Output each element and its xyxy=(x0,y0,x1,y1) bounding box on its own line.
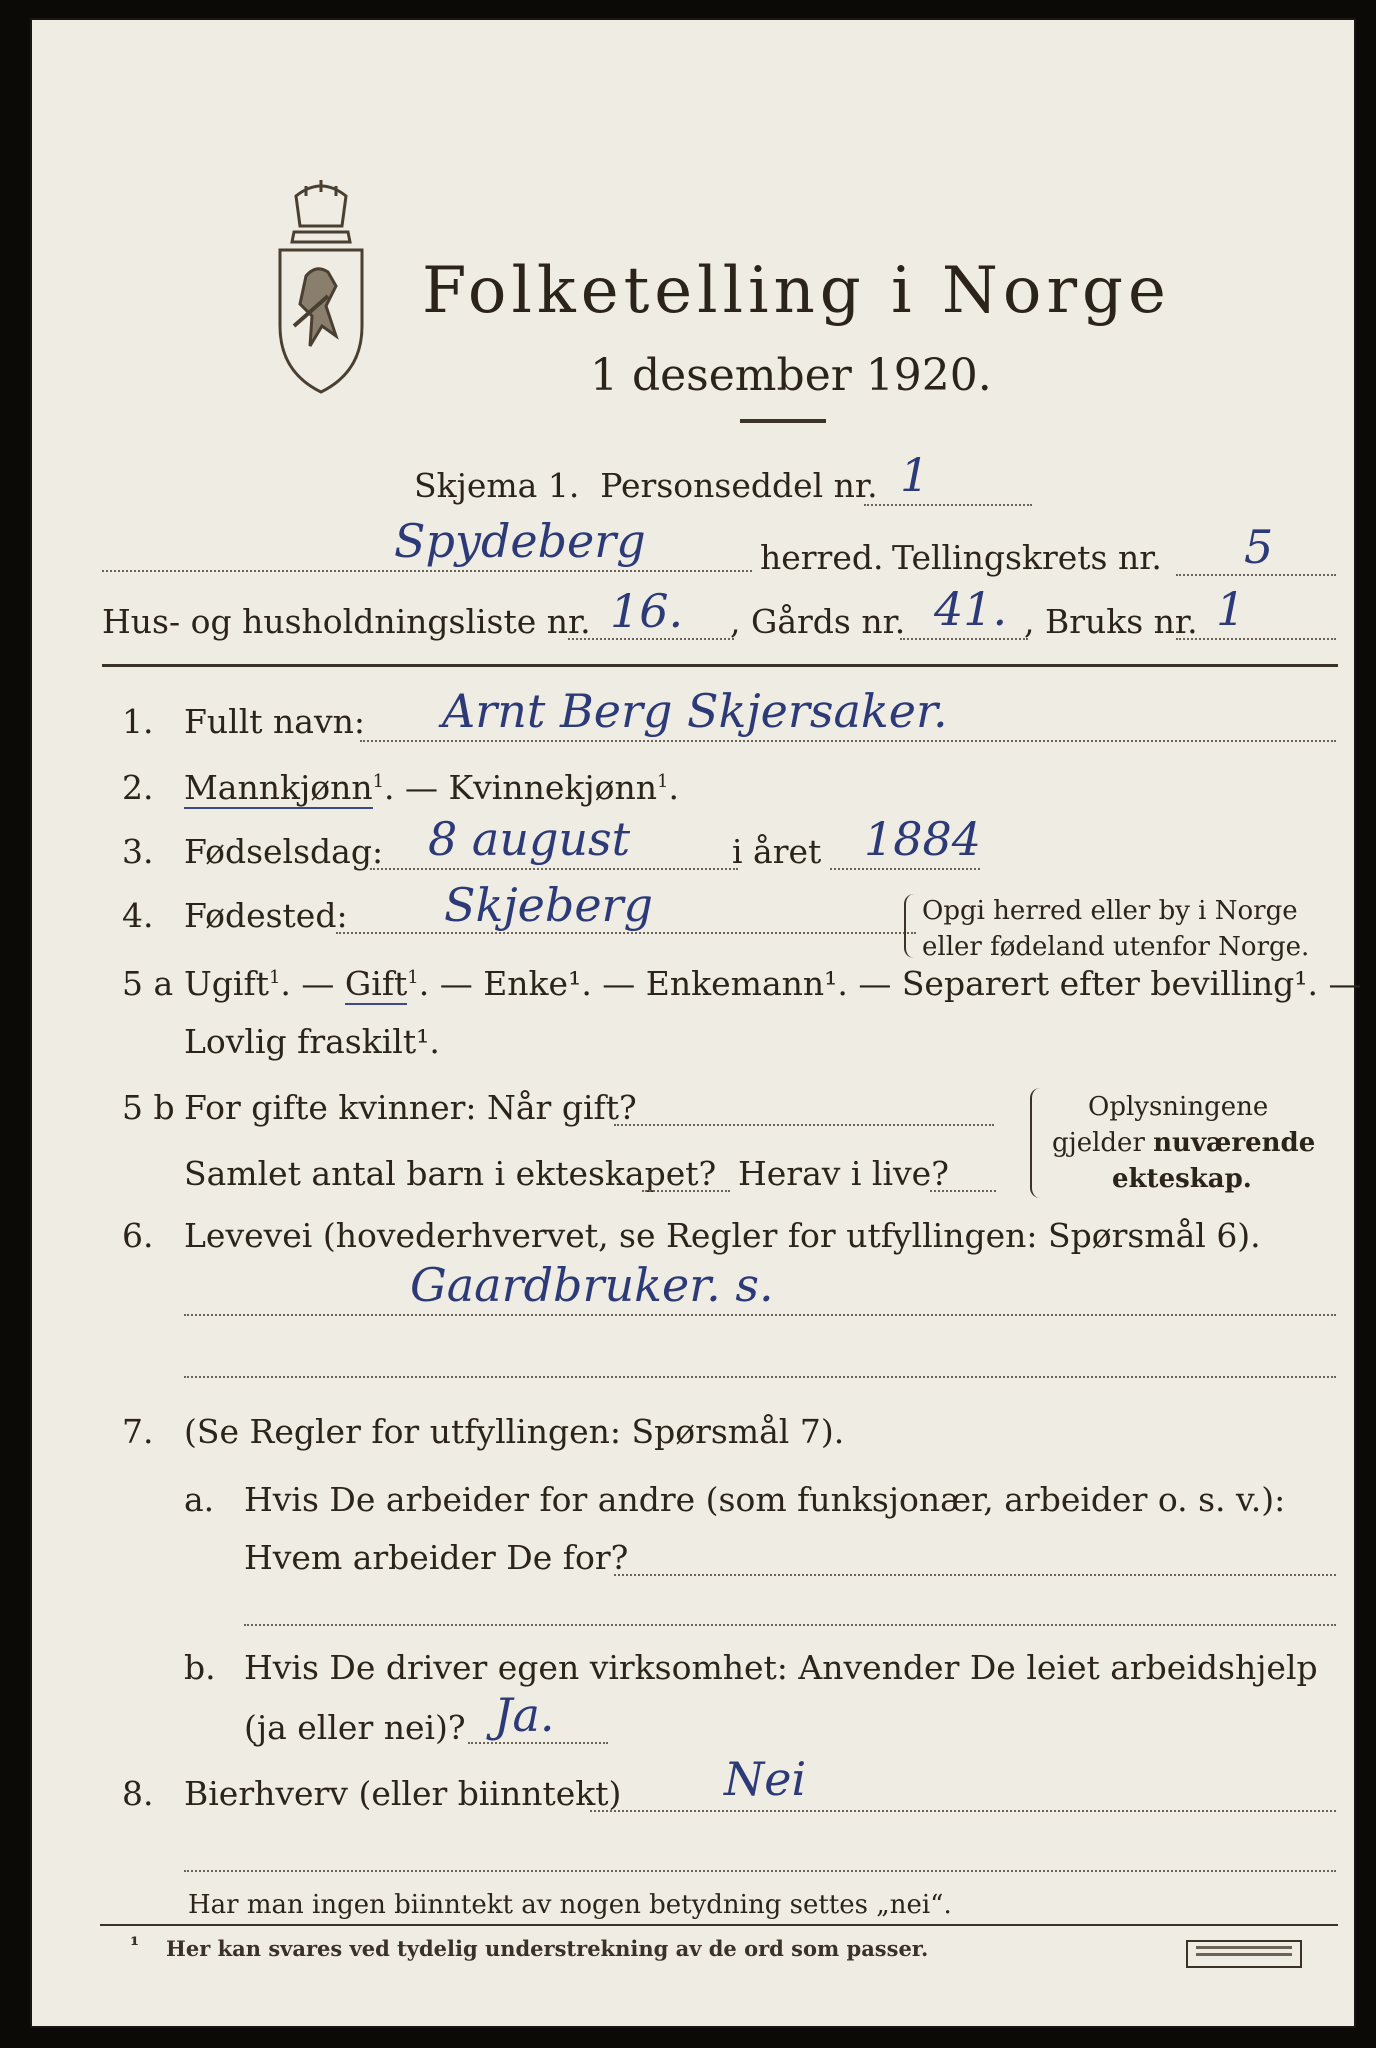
footer-divider xyxy=(100,1924,1338,1926)
income-note: Har man ingen biinntekt av nogen betydning settes „nei“. xyxy=(188,1890,952,1920)
children-count-label: Samlet antal barn i ekteskapet? xyxy=(184,1154,717,1193)
birthplace-note-line1: Opgi herred eller by i Norge xyxy=(922,896,1298,926)
q6-number: 6. xyxy=(122,1216,154,1255)
employer-field-line2[interactable] xyxy=(244,1624,1336,1626)
full-name-field[interactable]: Arnt Berg Skjersaker. xyxy=(442,684,948,738)
status-fraskilt-option[interactable]: Lovlig fraskilt¹. xyxy=(184,1022,440,1061)
q5b-number: 5 b xyxy=(122,1088,175,1127)
birthplace-field[interactable]: Skjeberg xyxy=(444,878,653,932)
q3-number: 3. xyxy=(122,832,154,871)
q7a-letter: a. xyxy=(184,1480,215,1519)
marriage-note-line3: ekteskap. xyxy=(1112,1164,1252,1194)
title-divider xyxy=(740,419,826,423)
birthplace-note-line2: eller fødeland utenfor Norge. xyxy=(922,932,1310,962)
q6-label: Levevei (hovederhvervet, se Regler for utfyllingen: Spørsmål 6). xyxy=(184,1216,1261,1255)
status-gift-option[interactable]: Gift xyxy=(344,964,408,1003)
gender-female-option[interactable]: Kvinnekjønn xyxy=(448,768,658,807)
q7a-line2: Hvem arbeider De for? xyxy=(244,1538,629,1577)
hired-help-field[interactable]: Ja. xyxy=(494,1688,555,1742)
q7b-line2: (ja eller nei)? xyxy=(244,1708,466,1747)
header-divider xyxy=(102,664,1338,667)
married-when-label: For gifte kvinner: Når gift? xyxy=(184,1088,637,1127)
year-label: i året xyxy=(732,832,822,871)
marital-status-options: Ugift$^1$. — Gift$^1$. — Enke¹. — Enkemann¹. — Separert efter bevilling¹. — xyxy=(184,964,1362,1003)
q7a-line1: Hvis De arbeider for andre (som funksjonær, arbeider o. s. v.): xyxy=(244,1480,1286,1519)
census-date: 1 desember 1920. xyxy=(590,350,992,401)
footnote-mark: ¹ xyxy=(130,1932,140,1957)
q7-number: 7. xyxy=(122,1412,154,1451)
q3-label: Fødselsdag: xyxy=(184,832,384,871)
married-when-field[interactable] xyxy=(614,1124,994,1126)
census-form-sheet xyxy=(30,18,1362,2028)
q1-number: 1. xyxy=(122,702,154,741)
q8-number: 8. xyxy=(122,1774,154,1813)
footnote: Her kan svares ved tydelig understrekning av de ord som passer. xyxy=(166,1936,929,1961)
q5a-number: 5 a xyxy=(122,964,174,1003)
husholdningsliste-label: Hus- og husholdningsliste nr. xyxy=(102,602,591,641)
herred-label: herred. xyxy=(760,538,884,577)
norwegian-coat-of-arms-icon xyxy=(266,176,376,398)
occupation-field[interactable]: Gaardbruker. s. xyxy=(410,1258,774,1312)
status-ugift-option[interactable]: Ugift xyxy=(184,964,269,1003)
form-title: Folketelling i Norge xyxy=(422,254,1171,328)
gards-field[interactable]: 41. xyxy=(934,582,1008,636)
q4-label: Fødested: xyxy=(184,896,348,935)
bruks-field[interactable]: 1 xyxy=(1216,582,1246,636)
husholdningsliste-field[interactable]: 16. xyxy=(610,584,684,638)
birth-year-field[interactable]: 1884 xyxy=(864,812,982,866)
tellingskrets-label: Tellingskrets nr. xyxy=(892,538,1162,577)
q8-label: Bierhverv (eller biinntekt) xyxy=(184,1774,622,1813)
occupation-field-line2[interactable] xyxy=(184,1376,1336,1378)
printer-stamp-icon xyxy=(1186,1940,1302,1968)
schema-label: Skjema 1. Personseddel nr. xyxy=(414,466,878,505)
bruks-label: , Bruks nr. xyxy=(1024,602,1198,641)
marriage-note-line1: Oplysningene xyxy=(1088,1092,1269,1122)
children-alive-field[interactable] xyxy=(930,1190,996,1192)
employer-field[interactable] xyxy=(614,1574,1336,1576)
q7-label: (Se Regler for utfyllingen: Spørsmål 7). xyxy=(184,1412,845,1451)
tellingskrets-field[interactable]: 5 xyxy=(1244,520,1274,574)
q1-label: Fullt navn: xyxy=(184,702,365,741)
birth-date-field[interactable]: 8 august xyxy=(428,812,631,866)
children-alive-label: Herav i live? xyxy=(738,1154,949,1193)
q2-number: 2. xyxy=(122,768,154,807)
marriage-note-line2: gjelder nuværende xyxy=(1052,1128,1316,1158)
q7b-letter: b. xyxy=(184,1648,216,1687)
gards-label: , Gårds nr. xyxy=(730,602,906,641)
gender-options: Mannkjønn$^1$. — Kvinnekjønn$^1$. xyxy=(184,768,679,807)
q4-number: 4. xyxy=(122,896,154,935)
side-income-field-line2[interactable] xyxy=(184,1870,1336,1872)
children-count-field[interactable] xyxy=(642,1190,730,1192)
personseddel-number-field[interactable]: 1 xyxy=(900,448,930,502)
side-income-field[interactable]: Nei xyxy=(724,1752,807,1806)
herred-field[interactable]: Spydeberg xyxy=(394,514,646,568)
q7b-line1: Hvis De driver egen virksomhet: Anvender De leiet arbeidshjelp xyxy=(244,1648,1318,1687)
gender-male-option[interactable]: Mannkjønn xyxy=(184,768,373,807)
